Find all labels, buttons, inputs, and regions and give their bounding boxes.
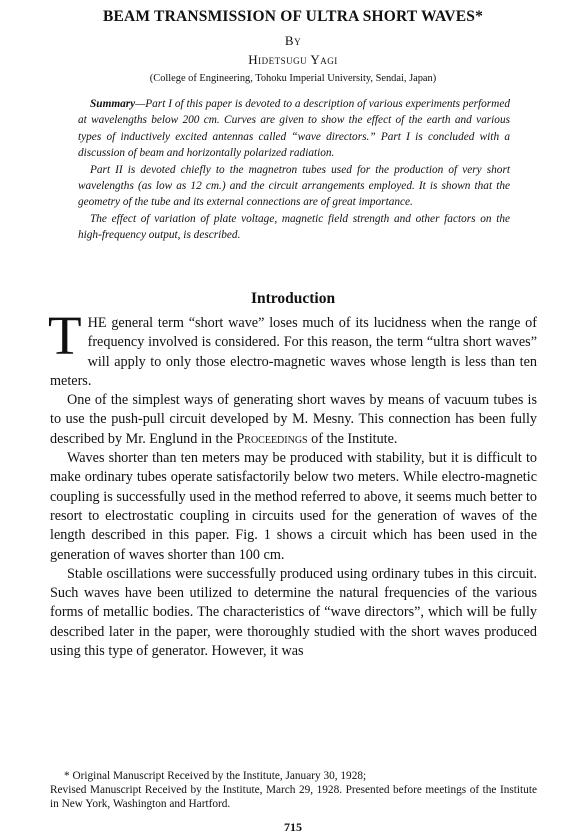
journal-name: Proceedings — [236, 430, 308, 447]
summary-paragraph-2: Part II is devoted chiefly to the magnetron tubes used for the production of very short wavelengths (as low as 12 cm.) and the circuit arrangements employed. It is shown that the geometry of the tube and its external connections are of great importance. — [78, 163, 510, 209]
summary-lead: Summary — [90, 98, 136, 110]
summary-paragraph-3: The effect of variation of plate voltage, magnetic field strength and other factors on the high-frequency output, is described. — [78, 212, 510, 242]
author-name: Hidetsugu Yagi — [248, 52, 338, 67]
body-paragraph-3: Waves shorter than ten meters may be produced with stability, but it is difficult to make ordinary tubes operate satisfactorily below two meters. While electro-magnetic coupling is successfully used in the method referred to above, it seems much better to resort to electrostatic coupling in circuits used for the generation of waves of the length described in this paper. Fig. 1 shows a circuit which has been used in the generation of waves shorter than 100 cm. — [50, 450, 537, 563]
body-paragraph-4: Stable oscillations were successfully produced using ordinary tubes in this circuit. Such waves have been utilized to determine the natural frequencies of the various forms of metallic bodies. The characteristics of “wave directors”, which will be fully described later in the paper, were thoroughly studied with the short waves produced using this type of generator. However, it was — [50, 565, 537, 660]
summary-block — [78, 96, 510, 244]
body-paragraph-2-text-b: of the Institute. — [307, 430, 398, 447]
body-paragraph-2-text-a: One of the simplest ways of generating short waves by means of vacuum tubes is to use the push-pull circuit developed by M. Mesny. This connection has been fully described by Mr. Englund in the — [50, 392, 537, 447]
body-paragraph-1 — [48, 305, 537, 391]
body-text — [48, 305, 537, 661]
footnote-rest: Revised Manuscript Received by the Institute, March 29, 1928. Presented before meetings of the Institute in New York, Washington and Hartford. — [50, 784, 537, 810]
footnote — [50, 769, 537, 811]
summary-paragraph-1 — [78, 96, 510, 162]
section-heading: Introduction — [250, 290, 336, 307]
author-affiliation: (College of Engineering, Tohoku Imperial University, Sendai, Japan) — [149, 73, 437, 84]
footnote-line-1: * Original Manuscript Received by the Institute, January 30, 1928; — [64, 770, 367, 782]
drop-cap: T — [48, 305, 82, 366]
page-number: 715 — [284, 820, 302, 834]
byline-by: By — [284, 33, 302, 48]
summary-text-1: —Part I of this paper is devoted to a description of various experiments performed at wavelengths below 200 cm. Curves are given to show the effect of the earth and various types of inductively excited antennas called “wave directors.” Part I is concluded with a discussion of beam and horizontally polarized radiation. — [78, 98, 510, 160]
paper-title: BEAM TRANSMISSION OF ULTRA SHORT WAVES* — [102, 8, 484, 25]
body-paragraph-2 — [50, 391, 537, 449]
body-paragraph-1-text: HE general term “short wave” loses much of its lucidness when the range of frequency involved is considered. For this reason, the term “ultra short waves” will apply to only those electro-magnetic waves whose length is less than ten meters. — [50, 315, 537, 389]
